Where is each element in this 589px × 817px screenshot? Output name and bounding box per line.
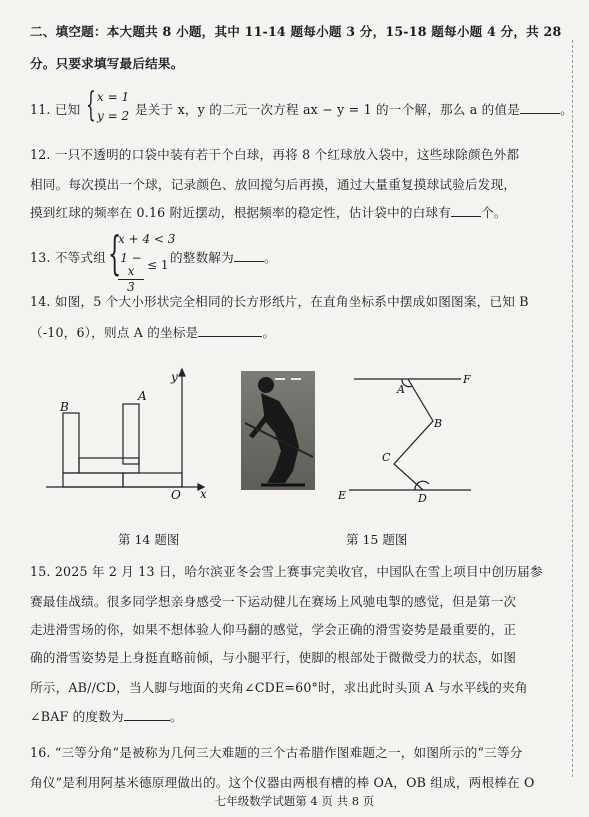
skier-photo [241,371,315,490]
fig15-label-e: E [338,489,347,502]
q12-line1: 12. 一只不透明的口袋中装有若干个白球，再将 8 个红球放入袋中，这些球除颜色外都 [30,147,520,162]
page-footer: 七年级数学试题第 4 页 共 8 页 [214,794,375,808]
section-header-line2: 分。只要求填写最后结果。 [30,56,184,71]
q16-line1: 16. “三等分角”是被称为几何三大难题的三个古希腊作图难题之一，如图所示的“三等分 [30,745,523,760]
fig14-point-a-label: A [138,389,147,403]
fig14-x-label: x [200,487,207,501]
q11-brace: { [86,85,96,125]
q15-answer-blank[interactable] [124,720,170,721]
section-header-line1: 二、填空题：本大题共 8 小题，其中 11-14 题每小题 3 分，15-18 题每小题 4 分，共 28 [30,24,562,39]
q11-number: 11. 已知 [30,102,81,117]
q13-frac-denominator: 3 [127,280,135,294]
q11-end: 。 [560,102,573,117]
q14-line1: 14. 如图，5 个大小形状完全相同的长方形纸片，在直角坐标系中摆成如图图案，已知 B [30,294,529,309]
q15-line6 [30,709,559,725]
skier-silhouette [241,371,315,490]
q16-line2: 角仪”是利用阿基米德原理做出的。这个仪器由两根有槽的棒 OA，OB 组成，两根棒在 O [30,775,535,790]
q14-answer-blank[interactable] [198,336,262,337]
q13-frac-numerator: 1 − x [120,251,142,278]
fig15-label-f: F [463,373,471,386]
q15-line4: 确的滑雪姿势是上身挺直略前倾，与小腿平行，使脚的根部处于微微受力的状态，如图 [30,650,517,665]
q12-line2: 相同。每次摸出一个球，记录颜色、放回搅匀后再摸，通过大量重复摸球试验后发现， [30,177,517,192]
q12-end: 个。 [481,205,507,220]
q12-line3 [30,205,559,221]
q11-eq2: y = 2 [97,109,130,123]
fig14-rect-bottom-left [63,473,123,487]
fig14-y-label: y [171,370,178,384]
q15-line1: 15. 2025 年 2 月 13 日，哈尔滨亚冬会雪上赛事完美收官，中国队在雪上项目中创历届参 [30,564,543,579]
q13-answer-blank[interactable] [234,261,264,262]
q14-text: （-10，6），则点 A 的坐标是 [30,325,199,340]
fig15-label-d: D [418,492,427,505]
figure-14 [40,366,215,506]
q11-text: 是关于 x，y 的二元一次方程 ax − y = 1 的一个解，那么 a 的值是 [135,102,521,117]
fig14-rect-left-vertical [63,413,79,473]
fig14-y-arrow [179,369,185,376]
q12-answer-blank[interactable] [451,216,481,217]
fig15-caption: 第 15 题图 [346,532,408,547]
q15-line3: 走进滑雪场的你，如果不想体验人仰马翻的感觉，学会正确的滑雪姿势是最重要的，正 [30,622,517,637]
q13-text-line [170,250,559,266]
fig14-point-b-label: B [60,400,69,414]
q14-end: 。 [262,325,276,340]
q11-answer-blank[interactable] [520,113,560,114]
q13-ineq1: x + 4 < 3 [118,232,176,246]
q13-text: 的整数解为 [170,250,234,265]
figure-15 [335,368,485,508]
q15-end: 。 [169,709,183,724]
fig14-caption: 第 14 题图 [118,532,180,547]
fig14-origin-label: O [171,488,181,502]
fig14-rect-middle [79,458,139,473]
q13-fraction [118,252,144,294]
fig15-label-c: C [382,451,391,464]
q13-end: 。 [263,250,277,265]
fig15-label-b: B [434,417,443,430]
q13-brace: { [108,226,122,280]
q13-frac-rhs: ≤ 1 [147,258,169,272]
q11-eq1: x = 1 [97,90,130,104]
q15-text: ∠BAF 的度数为 [30,709,124,724]
q15-line2: 赛最佳战绩。很多同学想亲身感受一下运动健儿在赛场上风驰电掣的感觉，但是第一次 [30,594,517,609]
fig14-rect-bottom-right [123,473,182,487]
q13-number: 13. 不等式组 [30,250,107,265]
q15-line5: 所示，AB//CD，当人脚与地面的夹角∠CDE=60°时，求出此时头顶 A 与水平线的夹角 [30,680,528,695]
fig15-label-a: A [397,383,405,396]
q11-text-line [135,102,573,118]
q14-line2 [30,325,559,341]
fig14-rect-right-vertical [123,404,139,464]
binding-dashed-line [572,40,573,777]
q12-text: 摸到红球的频率在 0.16 附近摆动，根据频率的稳定性，估计袋中的白球有 [30,205,452,220]
